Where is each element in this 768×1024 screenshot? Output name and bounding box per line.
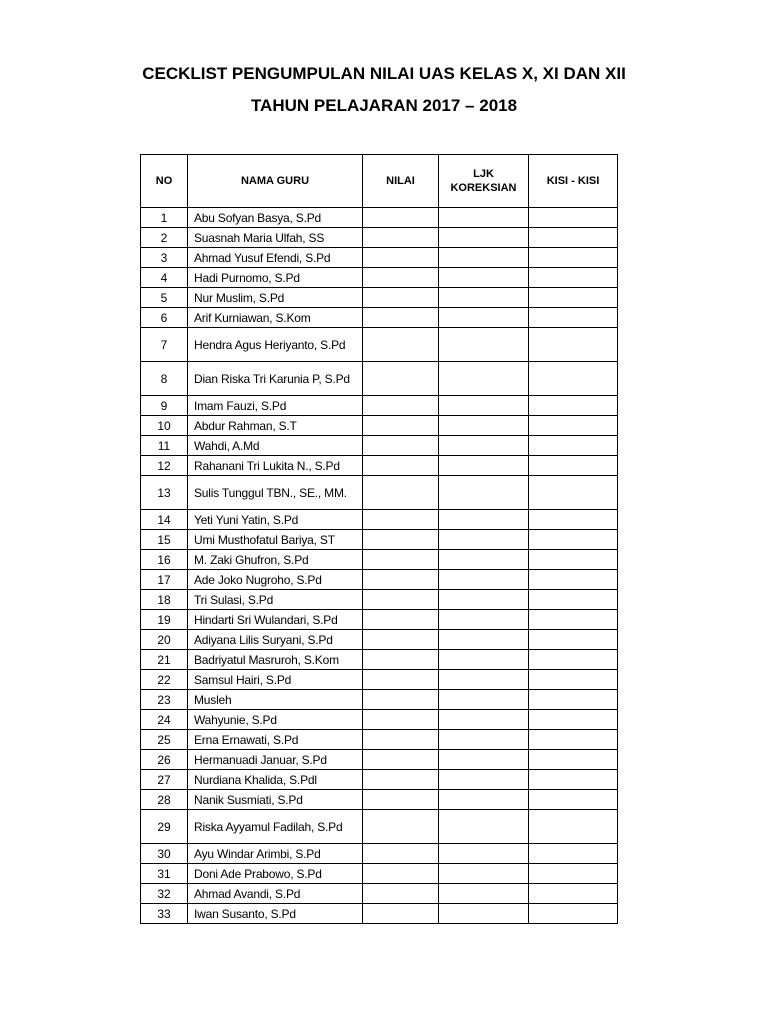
cell-no: 9 (141, 396, 188, 416)
cell-nilai[interactable] (363, 590, 439, 610)
cell-ljk-koreksian[interactable] (439, 904, 529, 924)
cell-kisi-kisi[interactable] (529, 730, 618, 750)
cell-ljk-koreksian[interactable] (439, 456, 529, 476)
cell-kisi-kisi[interactable] (529, 228, 618, 248)
cell-kisi-kisi[interactable] (529, 884, 618, 904)
cell-nilai[interactable] (363, 328, 439, 362)
cell-kisi-kisi[interactable] (529, 710, 618, 730)
cell-no: 27 (141, 770, 188, 790)
cell-nama-guru: Samsul Hairi, S.Pd (188, 670, 363, 690)
cell-ljk-koreksian[interactable] (439, 550, 529, 570)
cell-no: 23 (141, 690, 188, 710)
cell-ljk-koreksian[interactable] (439, 476, 529, 510)
cell-nama-guru: Hindarti Sri Wulandari, S.Pd (188, 610, 363, 630)
cell-nilai[interactable] (363, 730, 439, 750)
cell-nama-guru: Tri Sulasi, S.Pd (188, 590, 363, 610)
cell-no: 29 (141, 810, 188, 844)
cell-ljk-koreksian[interactable] (439, 630, 529, 650)
cell-kisi-kisi[interactable] (529, 208, 618, 228)
cell-nilai[interactable] (363, 510, 439, 530)
cell-nama-guru: Ahmad Avandi, S.Pd (188, 884, 363, 904)
cell-ljk-koreksian[interactable] (439, 770, 529, 790)
cell-no: 26 (141, 750, 188, 770)
cell-nilai[interactable] (363, 248, 439, 268)
cell-kisi-kisi[interactable] (529, 288, 618, 308)
cell-no: 4 (141, 268, 188, 288)
cell-nama-guru: Riska Ayyamul Fadilah, S.Pd (188, 810, 363, 844)
table-row (141, 790, 618, 810)
cell-nilai[interactable] (363, 810, 439, 844)
cell-no: 20 (141, 630, 188, 650)
cell-nilai[interactable] (363, 362, 439, 396)
cell-kisi-kisi[interactable] (529, 750, 618, 770)
table-row (141, 396, 618, 416)
cell-kisi-kisi[interactable] (529, 530, 618, 550)
cell-ljk-koreksian[interactable] (439, 750, 529, 770)
cell-no: 7 (141, 328, 188, 362)
cell-ljk-koreksian[interactable] (439, 396, 529, 416)
cell-kisi-kisi[interactable] (529, 436, 618, 456)
header-no: NO (141, 155, 188, 208)
table-row (141, 416, 618, 436)
table-row (141, 844, 618, 864)
table-row (141, 268, 618, 288)
header-nilai: NILAI (363, 155, 439, 208)
cell-kisi-kisi[interactable] (529, 690, 618, 710)
cell-nama-guru: Abu Sofyan Basya, S.Pd (188, 208, 363, 228)
cell-ljk-koreksian[interactable] (439, 530, 529, 550)
header-ljk-line1: LJK (473, 168, 494, 180)
cell-kisi-kisi[interactable] (529, 396, 618, 416)
cell-nama-guru: Ahmad Yusuf Efendi, S.Pd (188, 248, 363, 268)
table-row (141, 650, 618, 670)
cell-nama-guru: M. Zaki Ghufron, S.Pd (188, 550, 363, 570)
cell-no: 10 (141, 416, 188, 436)
table-row (141, 308, 618, 328)
cell-kisi-kisi[interactable] (529, 456, 618, 476)
cell-nama-guru: Hendra Agus Heriyanto, S.Pd (188, 328, 363, 362)
cell-nilai[interactable] (363, 630, 439, 650)
cell-nilai[interactable] (363, 610, 439, 630)
cell-nama-guru: Dian Riska Tri Karunia P, S.Pd (188, 362, 363, 396)
cell-kisi-kisi[interactable] (529, 510, 618, 530)
cell-no: 6 (141, 308, 188, 328)
cell-nilai[interactable] (363, 396, 439, 416)
cell-no: 25 (141, 730, 188, 750)
table-row (141, 328, 618, 362)
cell-ljk-koreksian[interactable] (439, 610, 529, 630)
cell-ljk-koreksian[interactable] (439, 308, 529, 328)
cell-nilai[interactable] (363, 550, 439, 570)
checklist-table (140, 154, 618, 924)
table-row (141, 710, 618, 730)
cell-no: 16 (141, 550, 188, 570)
cell-nilai[interactable] (363, 864, 439, 884)
cell-nilai[interactable] (363, 650, 439, 670)
cell-no: 22 (141, 670, 188, 690)
document-title: CECKLIST PENGUMPULAN NILAI UAS KELAS X, XI DAN XII (142, 64, 626, 83)
cell-nama-guru: Yeti Yuni Yatin, S.Pd (188, 510, 363, 530)
cell-kisi-kisi[interactable] (529, 844, 618, 864)
cell-nama-guru: Wahdi, A.Md (188, 436, 363, 456)
cell-ljk-koreksian[interactable] (439, 228, 529, 248)
cell-kisi-kisi[interactable] (529, 308, 618, 328)
cell-no: 21 (141, 650, 188, 670)
cell-no: 17 (141, 570, 188, 590)
table-row (141, 590, 618, 610)
cell-ljk-koreksian[interactable] (439, 268, 529, 288)
cell-no: 28 (141, 790, 188, 810)
cell-nama-guru: Adiyana Lilis Suryani, S.Pd (188, 630, 363, 650)
cell-nilai[interactable] (363, 308, 439, 328)
cell-nilai[interactable] (363, 268, 439, 288)
cell-kisi-kisi[interactable] (529, 610, 618, 630)
cell-nama-guru: Suasnah Maria Ulfah, SS (188, 228, 363, 248)
table-row (141, 228, 618, 248)
table-row (141, 810, 618, 844)
cell-no: 30 (141, 844, 188, 864)
cell-nilai[interactable] (363, 288, 439, 308)
cell-nama-guru: Hermanuadi Januar, S.Pd (188, 750, 363, 770)
table-row (141, 730, 618, 750)
table-row (141, 670, 618, 690)
table-row (141, 510, 618, 530)
cell-nama-guru: Sulis Tunggul TBN., SE., MM. (188, 476, 363, 510)
cell-ljk-koreksian[interactable] (439, 570, 529, 590)
cell-ljk-koreksian[interactable] (439, 288, 529, 308)
cell-kisi-kisi[interactable] (529, 904, 618, 924)
cell-no: 8 (141, 362, 188, 396)
cell-kisi-kisi[interactable] (529, 650, 618, 670)
table-row (141, 570, 618, 590)
table-row (141, 208, 618, 228)
cell-ljk-koreksian[interactable] (439, 844, 529, 864)
cell-kisi-kisi[interactable] (529, 630, 618, 650)
cell-nilai[interactable] (363, 416, 439, 436)
header-ljk-koreksian (439, 155, 529, 208)
document-subtitle: TAHUN PELAJARAN 2017 – 2018 (250, 96, 518, 115)
cell-kisi-kisi[interactable] (529, 248, 618, 268)
cell-no: 32 (141, 884, 188, 904)
cell-ljk-koreksian[interactable] (439, 362, 529, 396)
cell-nama-guru: Nur Muslim, S.Pd (188, 288, 363, 308)
cell-nilai[interactable] (363, 770, 439, 790)
cell-nama-guru: Imam Fauzi, S.Pd (188, 396, 363, 416)
cell-nilai[interactable] (363, 208, 439, 228)
cell-kisi-kisi[interactable] (529, 570, 618, 590)
cell-nama-guru: Abdur Rahman, S.T (188, 416, 363, 436)
cell-nama-guru: Umi Musthofatul Bariya, ST (188, 530, 363, 550)
cell-ljk-koreksian[interactable] (439, 650, 529, 670)
cell-nama-guru: Iwan Susanto, S.Pd (188, 904, 363, 924)
table-row (141, 362, 618, 396)
cell-no: 31 (141, 864, 188, 884)
table-row (141, 248, 618, 268)
cell-ljk-koreksian[interactable] (439, 436, 529, 456)
cell-no: 14 (141, 510, 188, 530)
cell-nama-guru: Erna Ernawati, S.Pd (188, 730, 363, 750)
cell-nilai[interactable] (363, 790, 439, 810)
cell-nilai[interactable] (363, 904, 439, 924)
cell-kisi-kisi[interactable] (529, 416, 618, 436)
cell-nilai[interactable] (363, 436, 439, 456)
table-row (141, 456, 618, 476)
table-row (141, 750, 618, 770)
cell-nilai[interactable] (363, 570, 439, 590)
cell-ljk-koreksian[interactable] (439, 710, 529, 730)
cell-nama-guru: Rahanani Tri Lukita N., S.Pd (188, 456, 363, 476)
cell-nilai[interactable] (363, 710, 439, 730)
table-row (141, 610, 618, 630)
cell-no: 12 (141, 456, 188, 476)
cell-nilai[interactable] (363, 456, 439, 476)
header-kisi-kisi: KISI - KISI (529, 155, 618, 208)
table-row (141, 770, 618, 790)
cell-kisi-kisi[interactable] (529, 810, 618, 844)
cell-no: 1 (141, 208, 188, 228)
cell-ljk-koreksian[interactable] (439, 884, 529, 904)
cell-ljk-koreksian[interactable] (439, 590, 529, 610)
cell-ljk-koreksian[interactable] (439, 208, 529, 228)
cell-no: 13 (141, 476, 188, 510)
header-ljk-line2: KOREKSIAN (450, 182, 517, 194)
cell-nama-guru: Hadi Purnomo, S.Pd (188, 268, 363, 288)
cell-nilai[interactable] (363, 844, 439, 864)
table-row (141, 476, 618, 510)
table-row (141, 550, 618, 570)
cell-nilai[interactable] (363, 476, 439, 510)
table-row (141, 864, 618, 884)
cell-ljk-koreksian[interactable] (439, 416, 529, 436)
cell-no: 15 (141, 530, 188, 550)
cell-ljk-koreksian[interactable] (439, 510, 529, 530)
cell-no: 24 (141, 710, 188, 730)
cell-ljk-koreksian[interactable] (439, 864, 529, 884)
table-row (141, 884, 618, 904)
cell-ljk-koreksian[interactable] (439, 810, 529, 844)
cell-nama-guru: Ade Joko Nugroho, S.Pd (188, 570, 363, 590)
cell-ljk-koreksian[interactable] (439, 670, 529, 690)
cell-ljk-koreksian[interactable] (439, 248, 529, 268)
cell-nama-guru: Doni Ade Prabowo, S.Pd (188, 864, 363, 884)
table-body (141, 208, 618, 924)
cell-nilai[interactable] (363, 530, 439, 550)
cell-nama-guru: Arif Kurniawan, S.Kom (188, 308, 363, 328)
cell-kisi-kisi[interactable] (529, 328, 618, 362)
cell-nilai[interactable] (363, 690, 439, 710)
cell-ljk-koreksian[interactable] (439, 690, 529, 710)
cell-nama-guru: Nurdiana Khalida, S.Pdl (188, 770, 363, 790)
table-row (141, 436, 618, 456)
cell-kisi-kisi[interactable] (529, 770, 618, 790)
cell-no: 18 (141, 590, 188, 610)
cell-no: 5 (141, 288, 188, 308)
table-header-row (141, 155, 618, 208)
table-row (141, 904, 618, 924)
cell-ljk-koreksian[interactable] (439, 790, 529, 810)
table-row (141, 690, 618, 710)
cell-nilai[interactable] (363, 670, 439, 690)
cell-kisi-kisi[interactable] (529, 362, 618, 396)
cell-no: 3 (141, 248, 188, 268)
cell-ljk-koreksian[interactable] (439, 730, 529, 750)
cell-nilai[interactable] (363, 228, 439, 248)
cell-nama-guru: Ayu Windar Arimbi, S.Pd (188, 844, 363, 864)
cell-nilai[interactable] (363, 750, 439, 770)
cell-kisi-kisi[interactable] (529, 590, 618, 610)
cell-kisi-kisi[interactable] (529, 550, 618, 570)
cell-kisi-kisi[interactable] (529, 268, 618, 288)
cell-nama-guru: Badriyatul Masruroh, S.Kom (188, 650, 363, 670)
cell-nama-guru: Musleh (188, 690, 363, 710)
cell-kisi-kisi[interactable] (529, 476, 618, 510)
table-row (141, 630, 618, 650)
cell-kisi-kisi[interactable] (529, 670, 618, 690)
header-nama-guru: NAMA GURU (188, 155, 363, 208)
cell-no: 11 (141, 436, 188, 456)
table-row (141, 288, 618, 308)
cell-nama-guru: Wahyunie, S.Pd (188, 710, 363, 730)
cell-no: 19 (141, 610, 188, 630)
cell-kisi-kisi[interactable] (529, 864, 618, 884)
cell-no: 2 (141, 228, 188, 248)
cell-nilai[interactable] (363, 884, 439, 904)
cell-ljk-koreksian[interactable] (439, 328, 529, 362)
cell-nama-guru: Nanik Susmiati, S.Pd (188, 790, 363, 810)
table-row (141, 530, 618, 550)
cell-no: 33 (141, 904, 188, 924)
cell-kisi-kisi[interactable] (529, 790, 618, 810)
